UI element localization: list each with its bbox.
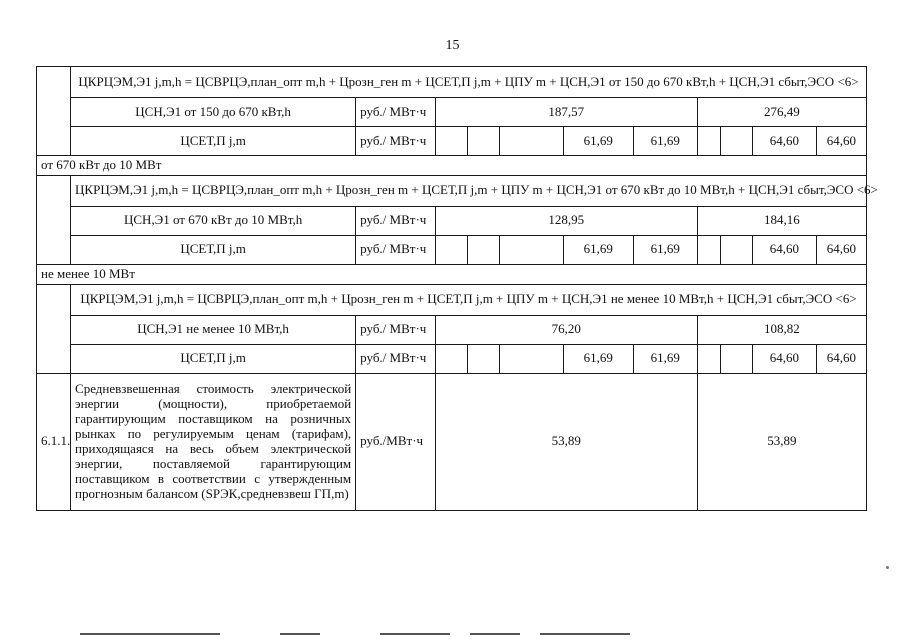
section-heading-row bbox=[37, 264, 867, 284]
symbol-cell: ЦСН,Э1 от 150 до 670 кВт,h bbox=[71, 98, 356, 127]
table-row bbox=[37, 344, 867, 373]
unit-cell: руб./ МВт·ч bbox=[356, 206, 436, 235]
value-cell: 53,89 bbox=[435, 373, 697, 510]
scan-speck bbox=[886, 566, 889, 569]
value-cell: 61,69 bbox=[633, 344, 697, 373]
value-cell: 64,60 bbox=[752, 344, 816, 373]
formula: ЦКРЦЭМ,Э1 j,m,h = ЦСВРЦЭ,план_опт m,h + Црозн_ген m + ЦСЕТ,П j,m + ЦПУ m + ЦСН,Э1 от 150 до 670 кВт,h + ЦСН,Э1 сбыт,ЭСО <6> bbox=[71, 67, 867, 98]
value-cell bbox=[721, 344, 753, 373]
table-row bbox=[37, 315, 867, 344]
section-heading-row bbox=[37, 156, 867, 176]
value-cell: 184,16 bbox=[697, 206, 866, 235]
value-cell: 53,89 bbox=[697, 373, 866, 510]
value-cell bbox=[697, 235, 720, 264]
value-cell: 64,60 bbox=[816, 235, 866, 264]
value-cell: 61,69 bbox=[563, 344, 633, 373]
value-cell: 61,69 bbox=[563, 235, 633, 264]
value-cell: 128,95 bbox=[435, 206, 697, 235]
value-cell bbox=[499, 235, 563, 264]
value-cell bbox=[467, 127, 499, 156]
section-heading: не менее 10 МВт bbox=[37, 264, 867, 284]
value-cell: 276,49 bbox=[697, 98, 866, 127]
formula-row bbox=[37, 67, 867, 98]
item-description: Средневзвешенная стоимость электрической энергии (мощности), приобретаемой гарантирующим поставщиком на розничных рынках по регулируемым ценам (тарифам), приходящаяся на весь объем электрической энергии, поставляемой гарантирующим поставщиком в соответствии с утвержденным прогнозным балансом (SРЭК,средневзвеш ГП,m) bbox=[71, 373, 356, 510]
symbol-cell: ЦСЕТ,П j,m bbox=[71, 127, 356, 156]
value-cell: 187,57 bbox=[435, 98, 697, 127]
unit-cell: руб./ МВт·ч bbox=[356, 98, 436, 127]
formula: ЦКРЦЭМ,Э1 j,m,h = ЦСВРЦЭ,план_опт m,h + Црозн_ген m + ЦСЕТ,П j,m + ЦПУ m + ЦСН,Э1 от 670 кВт до 10 МВт,h + ЦСН,Э1 сбыт,ЭСО <6> bbox=[71, 175, 867, 206]
value-cell bbox=[467, 235, 499, 264]
value-cell: 108,82 bbox=[697, 315, 866, 344]
formula-row bbox=[37, 284, 867, 315]
value-cell bbox=[499, 344, 563, 373]
scan-artifact-lines bbox=[80, 630, 640, 638]
value-cell: 61,69 bbox=[633, 235, 697, 264]
table-row bbox=[37, 373, 867, 510]
unit-cell: руб./ МВт·ч bbox=[356, 344, 436, 373]
value-cell bbox=[721, 127, 753, 156]
unit-cell: руб./ МВт·ч bbox=[356, 235, 436, 264]
number-cell bbox=[37, 67, 71, 156]
tariff-table bbox=[36, 66, 878, 511]
formula: ЦКРЦЭМ,Э1 j,m,h = ЦСВРЦЭ,план_опт m,h + Црозн_ген m + ЦСЕТ,П j,m + ЦПУ m + ЦСН,Э1 не менее 10 МВт,h + ЦСН,Э1 сбыт,ЭСО <6> bbox=[71, 284, 867, 315]
unit-cell: руб./МВт·ч bbox=[356, 373, 436, 510]
value-cell bbox=[499, 127, 563, 156]
symbol-cell: ЦСЕТ,П j,m bbox=[71, 344, 356, 373]
value-cell bbox=[721, 235, 753, 264]
value-cell: 64,60 bbox=[752, 235, 816, 264]
value-cell: 64,60 bbox=[752, 127, 816, 156]
value-cell: 61,69 bbox=[633, 127, 697, 156]
value-cell bbox=[435, 344, 467, 373]
value-cell: 76,20 bbox=[435, 315, 697, 344]
formula-row bbox=[37, 175, 867, 206]
symbol-cell: ЦСН,Э1 не менее 10 МВт,h bbox=[71, 315, 356, 344]
section-heading: от 670 кВт до 10 МВт bbox=[37, 156, 867, 176]
item-number: 6.1.1. bbox=[37, 373, 71, 510]
number-cell bbox=[37, 175, 71, 264]
value-cell bbox=[435, 127, 467, 156]
value-cell bbox=[467, 344, 499, 373]
number-cell bbox=[37, 284, 71, 373]
unit-cell: руб./ МВт·ч bbox=[356, 127, 436, 156]
value-cell bbox=[697, 127, 720, 156]
unit-cell: руб./ МВт·ч bbox=[356, 315, 436, 344]
page-number: 15 bbox=[445, 38, 460, 53]
value-cell: 64,60 bbox=[816, 127, 866, 156]
symbol-cell: ЦСН,Э1 от 670 кВт до 10 МВт,h bbox=[71, 206, 356, 235]
table-row bbox=[37, 235, 867, 264]
value-cell bbox=[435, 235, 467, 264]
table-row bbox=[37, 98, 867, 127]
value-cell: 61,69 bbox=[563, 127, 633, 156]
value-cell bbox=[697, 344, 720, 373]
symbol-cell: ЦСЕТ,П j,m bbox=[71, 235, 356, 264]
table-row bbox=[37, 127, 867, 156]
value-cell: 64,60 bbox=[816, 344, 866, 373]
table-row bbox=[37, 206, 867, 235]
